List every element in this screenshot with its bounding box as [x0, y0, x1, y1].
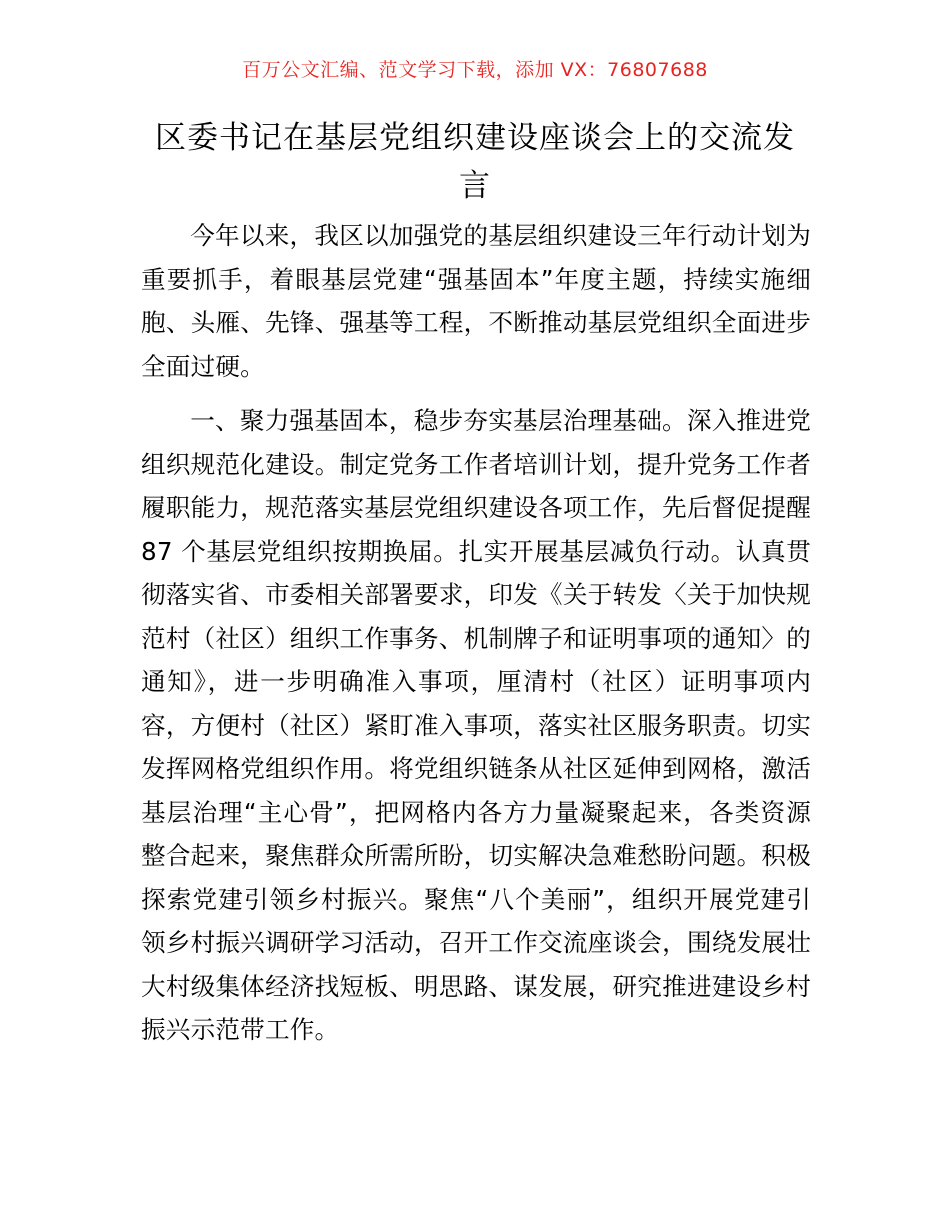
document-title: 区委书记在基层党组织建设座谈会上的交流发言	[155, 120, 795, 204]
header-banner: 百万公文汇编、范文学习下载，添加 VX：76807688	[242, 59, 708, 81]
paragraph-section-one: 一、聚力强基固本，稳步夯实基层治理基础。深入推进党组织规范化建设。制定党务工作者培训计划，提升党务工作者履职能力，规范落实基层党组织建设各项工作，先后督促提醒87 个基层党组织按期换届。扎实开展基层减负行动。认真贯彻落实省、市委相关部署要求，印发《关于转发〈关于加快规范村（社区）组织工作事务、机制牌子和证明事项的通知〉的通知》，进一步明确准入事项，厘清村（社区）证明事项内容，方便村（社区）紧盯准入事项，落实社区服务职责。切实发挥网格党组织作用。将党组织链条从社区延伸到网格，激活基层治理“主心骨”，把网格内各方力量凝聚起来，各类资源整合起来，聚焦群众所需所盼，切实解决急难愁盼问题。积极探索党建引领乡村振兴。聚焦“八个美丽”，组织开展党建引领乡村振兴调研学习活动，召开工作交流座谈会，围绕发展壮大村级集体经济找短板、明思路、谋发展，研究推进建设乡村振兴示范带工作。	[141, 406, 811, 1044]
paragraph-intro: 今年以来，我区以加强党的基层组织建设三年行动计划为重要抓手，着眼基层党建“强基固本”年度主题，持续实施细胞、头雁、先锋、强基等工程，不断推动基层党组织全面进步全面过硬。	[141, 221, 811, 381]
document-body	[141, 214, 811, 1063]
